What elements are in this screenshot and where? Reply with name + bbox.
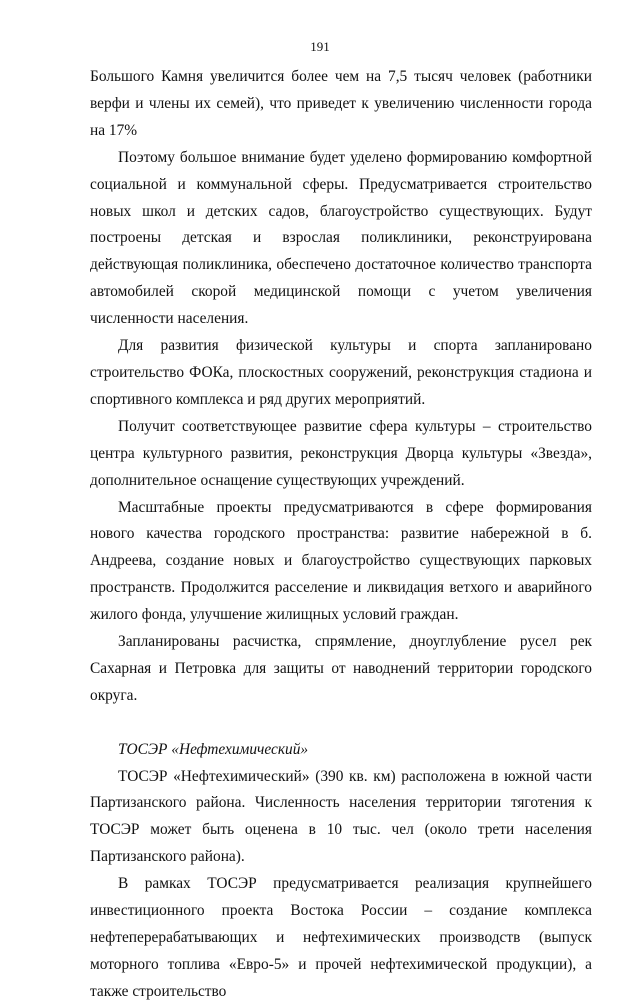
section-heading: ТОСЭР «Нефтехимический» [118,740,309,758]
paragraph-tosor-project: В рамках ТОСЭР предусматривается реализация крупнейшего инвестиционного проекта Востока России – создание комплекса нефтеперерабатывающих и нефтехимических производств (выпуск моторного топлива «Евро-5» и прочей нефтехимической продукции), а также строительство [90,875,592,1000]
paragraph-sport: Для развития физической культуры и спорта запланировано строительство ФОКа, плоскостных сооружений, реконструкция стадиона и спортивного комплекса и ряд других мероприятий. [90,337,592,408]
paragraph-rivers: Запланированы расчистка, спрямление, дноуглубление русел рек Сахарная и Петровка для защиты от наводнений территории городского округа. [90,633,592,704]
paragraph-continuation: Большого Камня увеличится более чем на 7,5 тысяч человек (работники верфи и члены их семей), что приведет к увеличению численности города на 17% [90,68,592,139]
page-number: 191 [310,39,330,54]
paragraph-urban-space: Масштабные проекты предусматриваются в сфере формирования нового качества городского пространства: развитие набережной в б. Андреева, создание новых и благоустройство существующих парковых пространств. Продолжится расселение и ликвидация ветхого и аварийного жилого фонда, улучшение жилищных условий граждан. [90,498,592,624]
paragraph-social-sphere: Поэтому большое внимание будет уделено формированию комфортной социальной и коммунальной сферы. Предусматривается строительство новых школ и детских садов, благоустройство существующих. Будут построены детская и взрослая поликлиники, реконструирована действующая поликлиника, обеспечено достаточное количество транспорта автомобилей скорой медицинской помощи с учетом увеличения численности населения. [90,148,592,328]
paragraph-culture: Получит соответствующее развитие сфера культуры – строительство центра культурного развития, реконструкция Дворца культуры «Звезда», дополнительное оснащение существующих учреждений. [90,417,592,489]
paragraph-tosor-location: ТОСЭР «Нефтехимический» (390 кв. км) расположена в южной части Партизанского района. Численность населения территории тяготения к ТОСЭР может быть оценена в 10 тыс. чел (около трети населения Партизанского района). [90,767,592,866]
page-body [90,64,592,1006]
